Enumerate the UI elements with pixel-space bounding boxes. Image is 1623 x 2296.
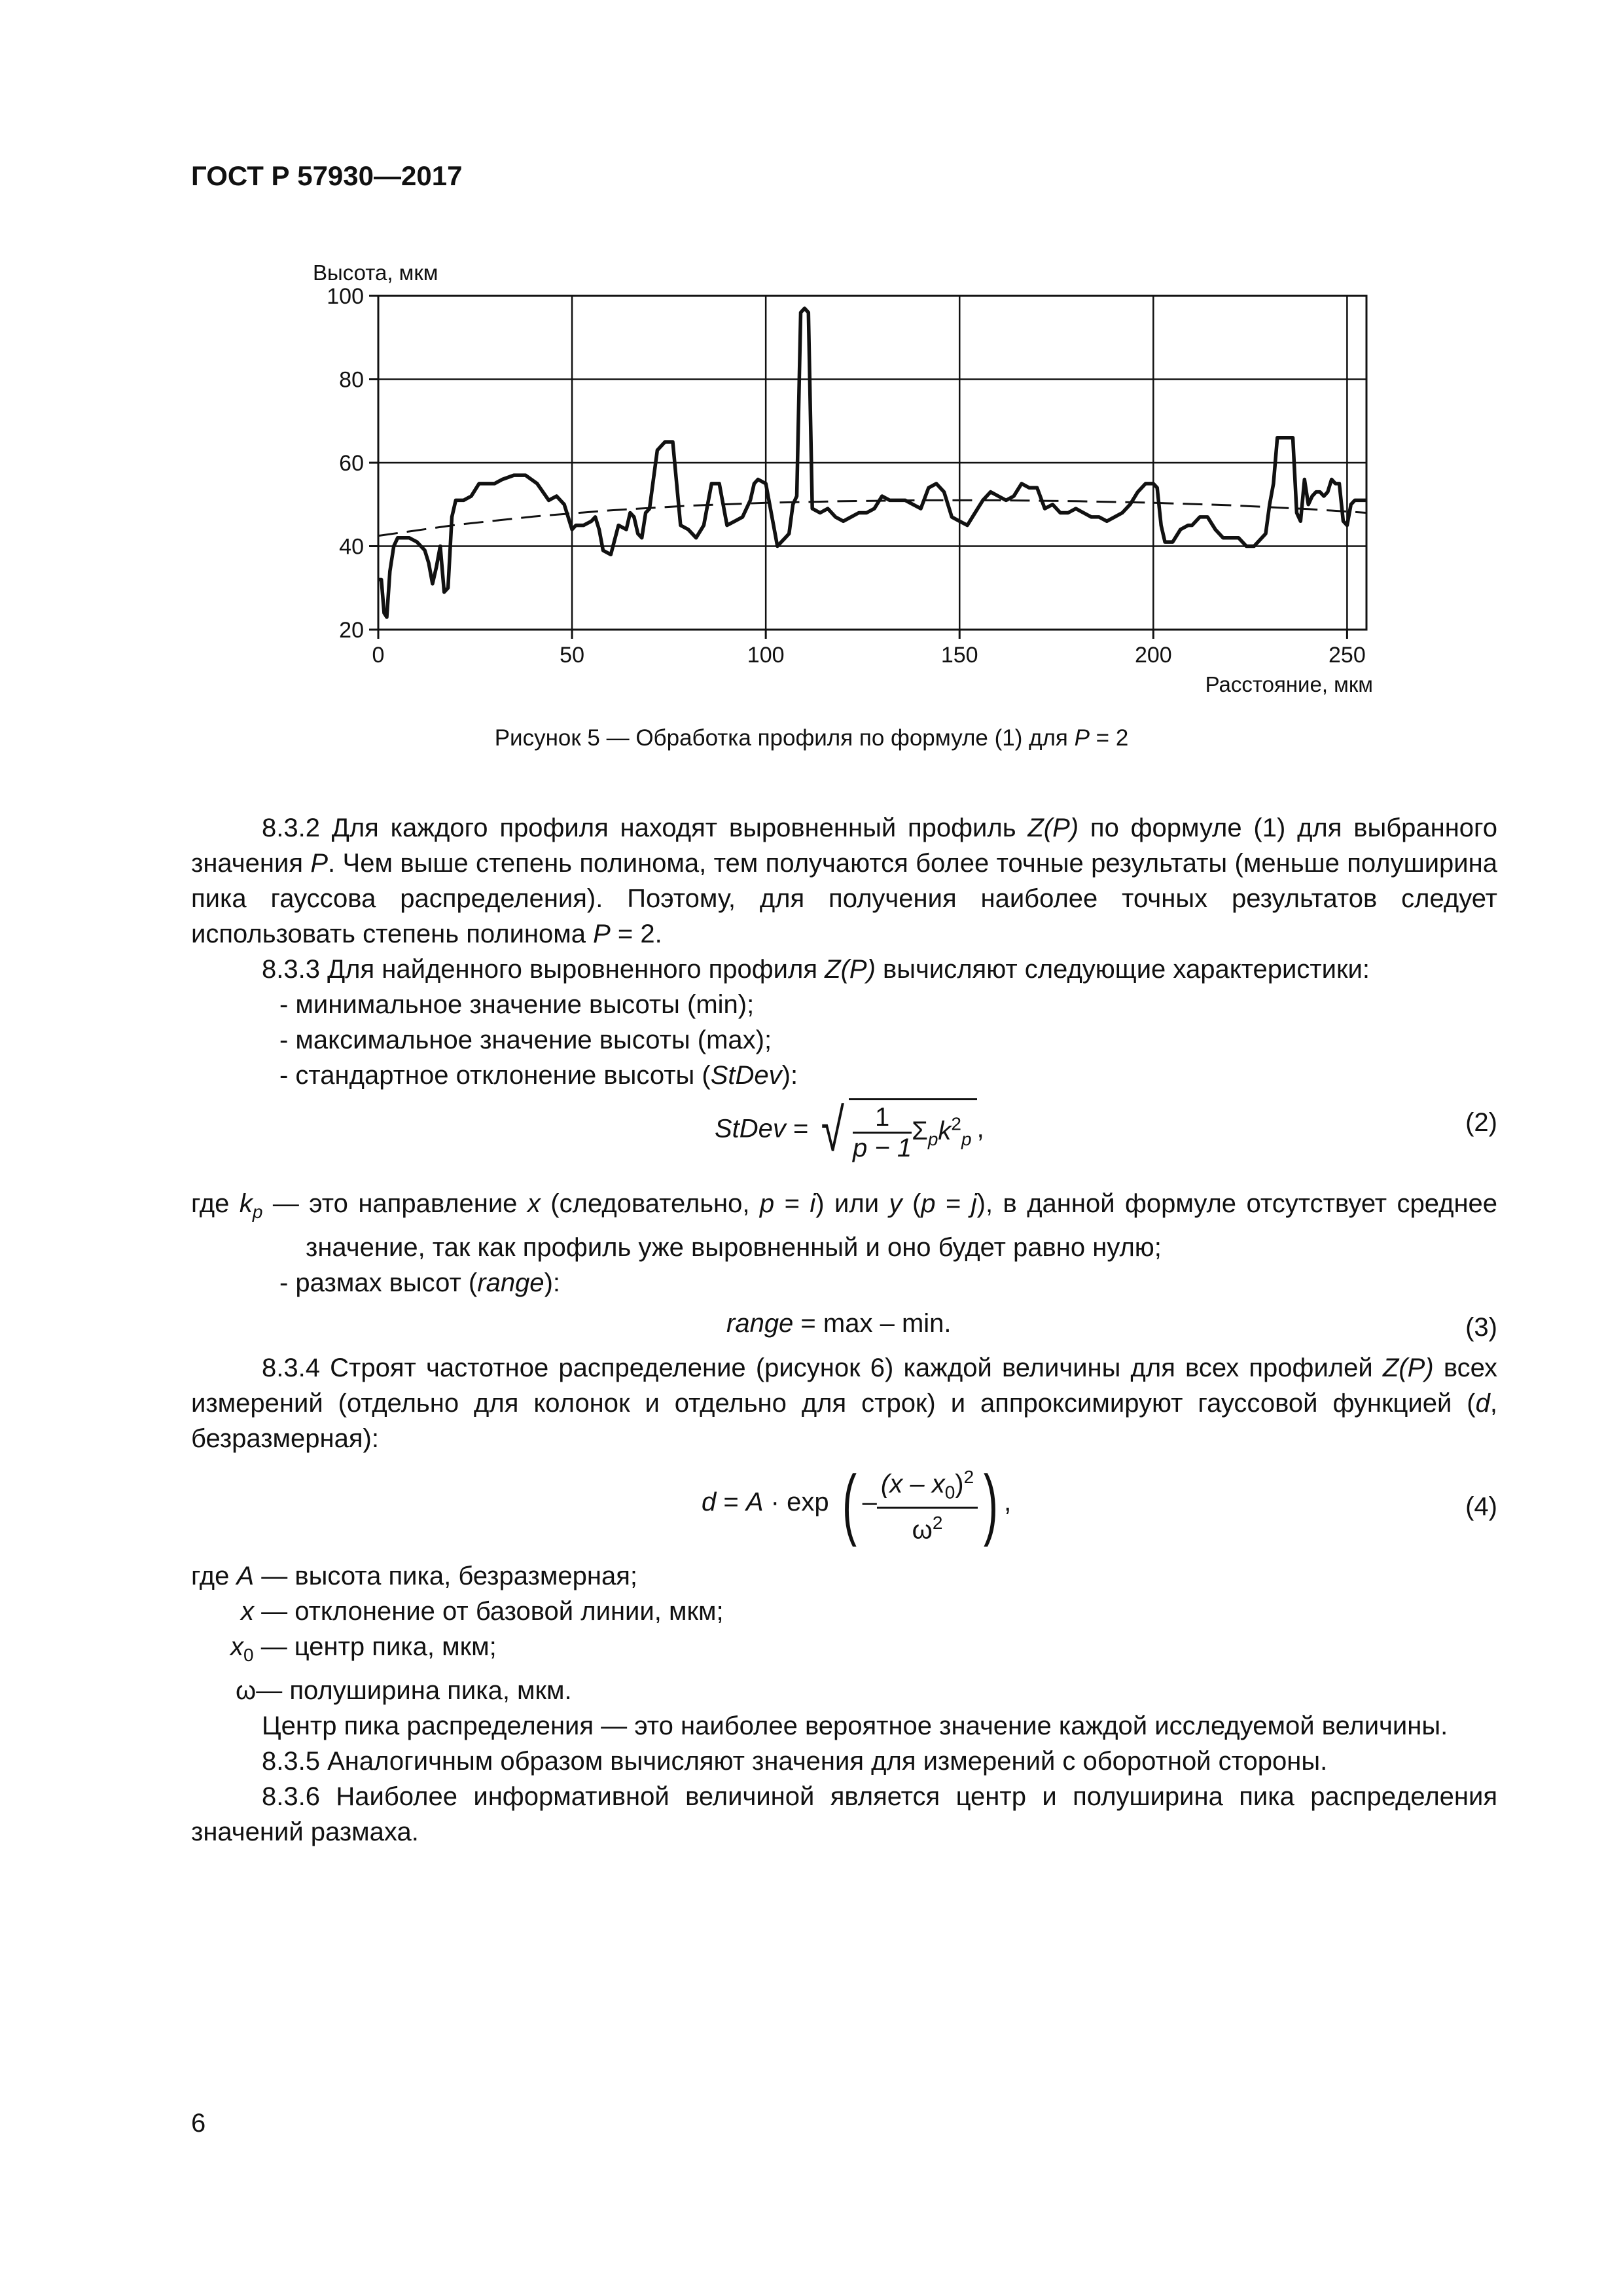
std-var: StDev xyxy=(710,1061,782,1090)
f4-numerator xyxy=(877,1463,978,1509)
definitions-list xyxy=(191,1558,1497,1708)
sqrt-symbol: √ xyxy=(821,1097,844,1164)
f4-eq: = xyxy=(716,1487,746,1516)
def-a-sym: A xyxy=(236,1562,255,1590)
y-tick-label: 100 xyxy=(327,284,364,309)
page-number: 6 xyxy=(191,2109,206,2138)
figure-caption xyxy=(0,725,1623,751)
wk-g: = xyxy=(935,1189,971,1218)
f4-minus: – xyxy=(862,1487,877,1516)
p832-text-d: = 2. xyxy=(610,920,662,948)
f4-num-text: (x – x xyxy=(880,1469,945,1499)
p834-text-c: , безразмерная): xyxy=(191,1389,1497,1453)
y-tick-label: 40 xyxy=(339,534,364,560)
f2-eq: = xyxy=(785,1114,816,1143)
f4-num-close: ) xyxy=(955,1469,964,1499)
range-text-b: ): xyxy=(544,1268,560,1297)
f4-den-sup: 2 xyxy=(932,1513,943,1534)
f4-tail: , xyxy=(1004,1487,1012,1516)
formula-4 xyxy=(191,1460,1497,1554)
formula-4-body xyxy=(702,1460,1012,1548)
range-var: range xyxy=(477,1268,544,1297)
definition-x xyxy=(191,1594,1497,1629)
list-item-range xyxy=(191,1265,1497,1300)
std-text-b: ): xyxy=(781,1061,798,1090)
def-x0-text: — центр пика, мкм; xyxy=(253,1632,497,1661)
wk-d: = xyxy=(774,1189,810,1218)
def-x-text: — отклонение от базовой линии, мкм; xyxy=(254,1597,724,1626)
x-tick-label: 0 xyxy=(372,643,385,668)
f4-fraction xyxy=(877,1463,978,1545)
formula-4-number: (4) xyxy=(1465,1492,1497,1521)
p833-text-b: вычисляют следующие характеристики: xyxy=(875,955,1370,984)
wk-p1: p xyxy=(759,1189,775,1218)
f3-rhs: = max – min. xyxy=(793,1309,952,1338)
wk-p2: p xyxy=(921,1189,936,1218)
formula-3 xyxy=(191,1300,1497,1350)
document-body xyxy=(191,810,1497,1850)
f2-sum: Σ xyxy=(912,1117,928,1146)
wk-x: x xyxy=(527,1189,541,1218)
p834-zp: Z(P) xyxy=(1382,1354,1434,1382)
range-text-a: - размах высот ( xyxy=(279,1268,478,1297)
def-a-pre: где xyxy=(191,1562,237,1590)
def-a-text: — высота пика, безразмерная; xyxy=(254,1562,637,1590)
f2-k-sub: p xyxy=(961,1129,972,1150)
f2-numerator: 1 xyxy=(853,1103,912,1134)
list-item-stdev xyxy=(191,1058,1497,1093)
p834-text-a: 8.3.4 Строят частотное распределение (рисунок 6) каждой величины для всех профилей xyxy=(262,1354,1383,1382)
p833-zp: Z(P) xyxy=(825,955,876,984)
f4-exp: · exp xyxy=(763,1487,836,1516)
f2-denominator: p − 1 xyxy=(853,1134,912,1162)
f4-left-paren: ( xyxy=(842,1460,857,1548)
caption-prefix: Рисунок 5 — Обработка профиля по формуле (1) для xyxy=(494,725,1075,751)
wk-h: ), в данной формуле отсутствует среднее значение, так как профиль уже выровненный и оно будет равно нулю; xyxy=(306,1189,1498,1262)
f3-lhs: range xyxy=(726,1309,794,1338)
wk-c: (следовательно, xyxy=(540,1189,760,1218)
paragraph-8-3-4 xyxy=(191,1350,1497,1456)
f4-den-text: ω xyxy=(912,1515,933,1545)
wk-k: k xyxy=(239,1189,253,1218)
paragraph-8-3-6: 8.3.6 Наиболее информативной величиной является центр и полуширина пика распределения значений размаха. xyxy=(191,1782,1497,1846)
formula-3-number: (3) xyxy=(1465,1313,1497,1342)
definition-x0 xyxy=(191,1629,1497,1673)
f2-k-sup: 2 xyxy=(951,1113,961,1134)
formula-2-body xyxy=(715,1098,984,1162)
document-header: ГОСТ Р 57930—2017 xyxy=(191,160,463,191)
formula-3-body xyxy=(726,1306,952,1341)
wk-i: i xyxy=(810,1189,816,1218)
wk-y: y xyxy=(889,1189,902,1218)
x-tick-label: 200 xyxy=(1134,643,1172,668)
x-tick-label: 50 xyxy=(560,643,584,668)
paragraph-8-3-5: 8.3.5 Аналогичным образом вычисляют значения для измерений с оборотной стороны. xyxy=(262,1747,1328,1776)
paragraph-center: Центр пика распределения — это наиболее вероятное значение каждой исследуемой величины. xyxy=(262,1712,1448,1740)
sqrt-content xyxy=(849,1098,977,1162)
list-item-min: - минимальное значение высоты (min); xyxy=(279,990,755,1019)
def-x0-sub: 0 xyxy=(243,1645,254,1665)
f2-lhs: StDev xyxy=(715,1114,786,1143)
y-tick-label: 80 xyxy=(339,367,364,393)
p832-p: P xyxy=(310,849,329,878)
p832-text-a: 8.3.2 Для каждого профиля находят выровненный профиль xyxy=(262,814,1028,842)
paragraph-where-k xyxy=(191,1186,1497,1265)
formula-2-number: (2) xyxy=(1465,1108,1497,1137)
p832-text-c: . Чем выше степень полинома, тем получаются более точные результаты (меньше полуширина пика гауссова распределения). Поэтому, для получения наиболее точных результатов следует использовать степень полинома xyxy=(191,849,1497,948)
wk-j: j xyxy=(971,1189,977,1218)
def-x-sym: x xyxy=(241,1597,254,1626)
paragraph-8-3-2 xyxy=(191,810,1497,952)
f4-num-sub: 0 xyxy=(944,1482,955,1503)
profile-chart xyxy=(262,249,1414,707)
x-tick-label: 150 xyxy=(940,643,978,668)
caption-variable: P xyxy=(1074,725,1090,751)
def-x0-sym: x xyxy=(230,1632,243,1661)
y-axis-label: Высота, мкм xyxy=(313,260,438,285)
definition-A xyxy=(191,1558,1497,1594)
def-omega-text: — полуширина пика, мкм. xyxy=(256,1676,572,1705)
f4-right-paren: ) xyxy=(984,1460,999,1548)
p832-zp: Z(P) xyxy=(1027,814,1079,842)
wk-ksub: p xyxy=(252,1202,263,1222)
wk-b: — это направление xyxy=(262,1189,527,1218)
p832-p2: P xyxy=(593,920,611,948)
f2-sum-index: p xyxy=(927,1129,938,1150)
p832-text-b: по формуле (1) для выбранного значения xyxy=(191,814,1497,878)
definition-omega xyxy=(191,1673,1497,1708)
f4-A: A xyxy=(745,1487,764,1516)
p833-text-a: 8.3.3 Для найденного выровненного профиля xyxy=(262,955,825,984)
list-item-max: - максимальное значение высоты (max); xyxy=(279,1026,772,1054)
wk-e: ) или xyxy=(815,1189,889,1218)
f4-denominator xyxy=(877,1509,978,1544)
f2-fraction xyxy=(853,1103,912,1162)
x-tick-label: 250 xyxy=(1329,643,1366,668)
formula-2 xyxy=(191,1098,1497,1183)
paragraph-8-3-3 xyxy=(191,952,1497,987)
def-omega-sym: ω xyxy=(236,1676,257,1705)
y-tick-label: 20 xyxy=(339,618,364,643)
f4-num-sup: 2 xyxy=(963,1467,974,1487)
x-tick-label: 100 xyxy=(747,643,785,668)
y-tick-label: 60 xyxy=(339,451,364,476)
f2-k: k xyxy=(938,1117,952,1146)
x-axis-label: Расстояние, мкм xyxy=(1205,672,1373,696)
p834-d: d xyxy=(1475,1389,1490,1418)
std-text-a: - стандартное отклонение высоты ( xyxy=(279,1061,711,1090)
wk-f: ( xyxy=(902,1189,921,1218)
wk-a: где xyxy=(191,1189,240,1218)
f4-lhs: d xyxy=(702,1487,717,1516)
caption-suffix: = 2 xyxy=(1089,725,1129,751)
p834-text-b: всех измерений (отдельно для колонок и отдельно для строк) и аппроксимируют гауссовой функцией ( xyxy=(191,1354,1497,1418)
f2-tail: , xyxy=(976,1114,984,1143)
